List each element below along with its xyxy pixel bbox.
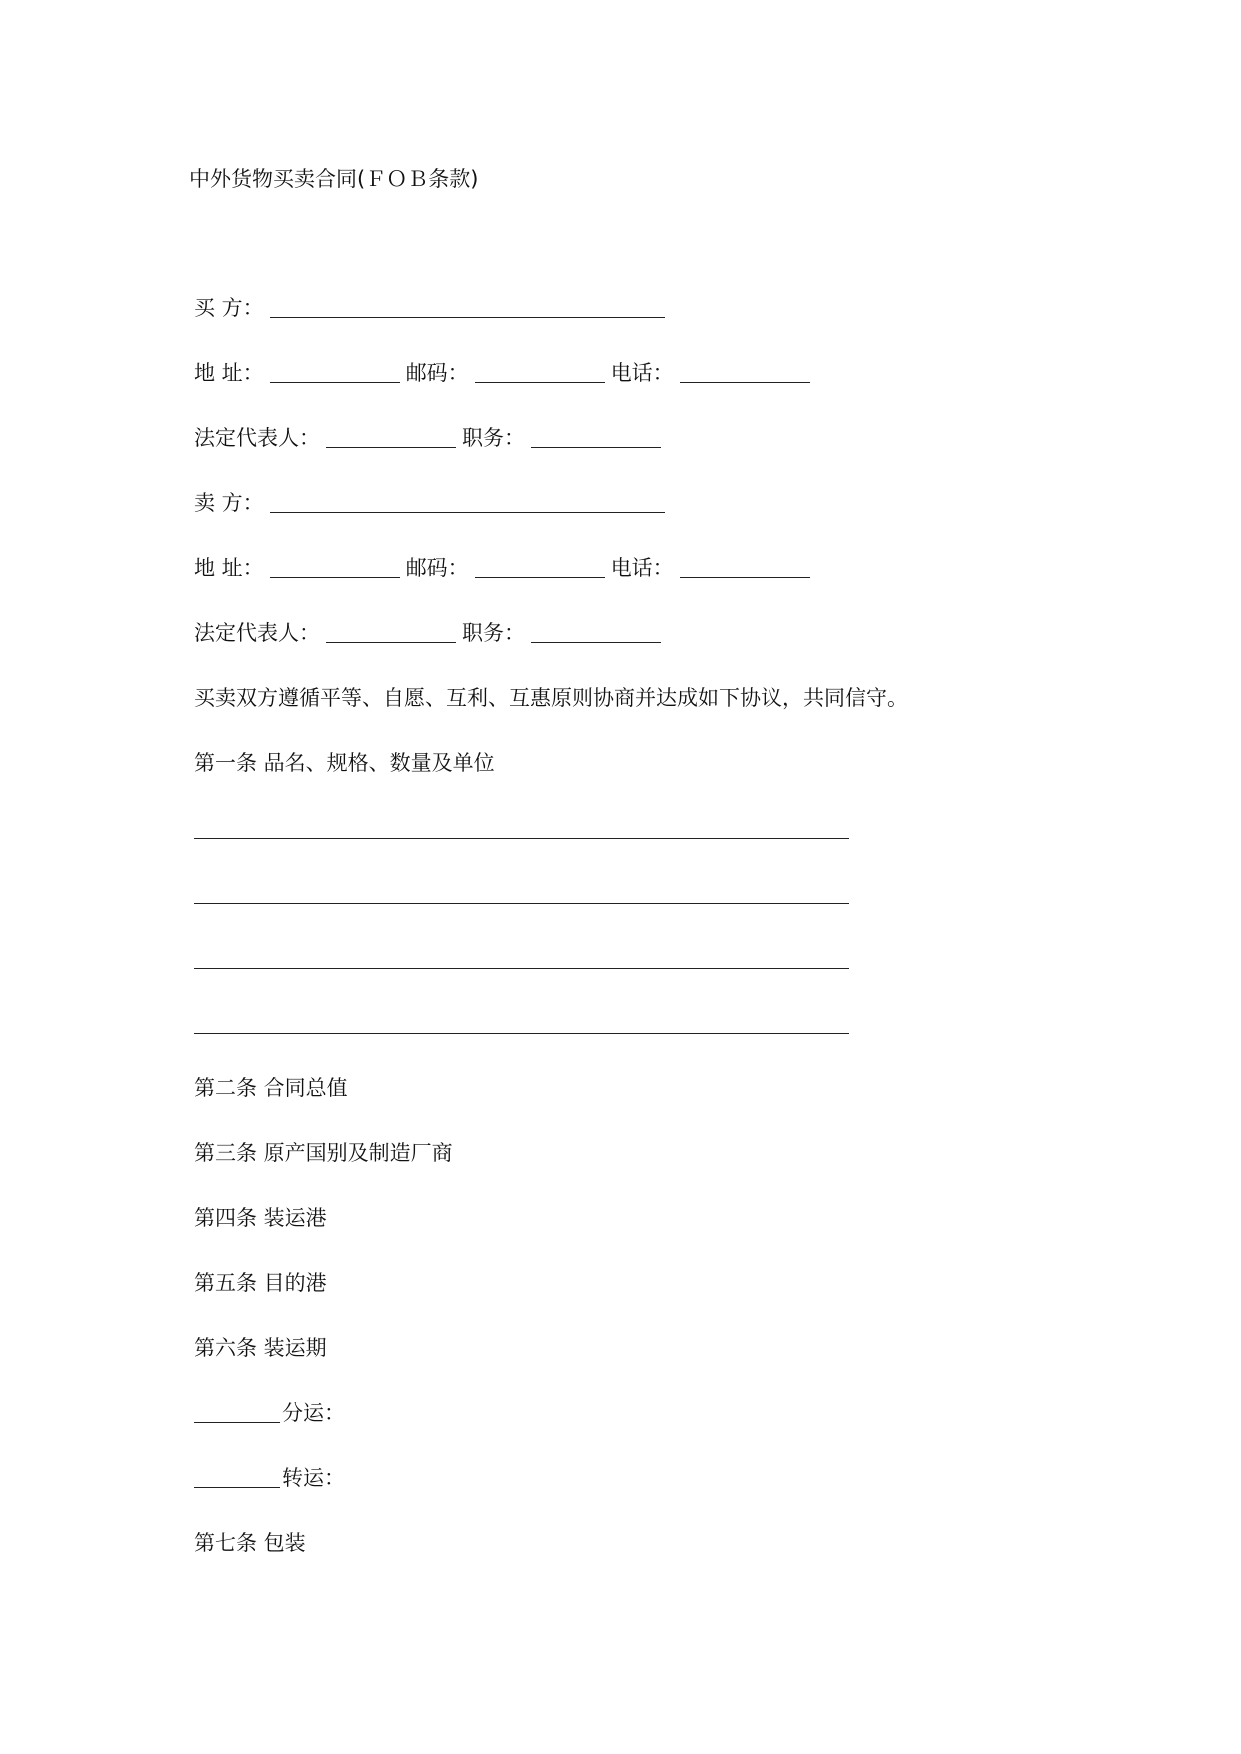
buyer-phone-label: 电话： bbox=[610, 361, 674, 385]
article-1-blank-line-4[interactable] bbox=[194, 1033, 849, 1034]
seller-position-label: 职务： bbox=[462, 621, 525, 645]
buyer-postcode-label: 邮码： bbox=[405, 361, 469, 385]
seller-address-label: 地 址： bbox=[194, 556, 264, 580]
article-7-heading: 第七条 包装 bbox=[194, 1531, 306, 1555]
seller-legal-rep-row bbox=[194, 618, 667, 648]
article-1-blank-line-3[interactable] bbox=[194, 968, 849, 969]
seller-phone-label: 电话： bbox=[610, 556, 674, 580]
partial-shipment-row bbox=[194, 1398, 345, 1428]
seller-address-row bbox=[194, 553, 816, 583]
buyer-legal-rep-field[interactable] bbox=[326, 425, 456, 448]
seller-legal-rep-field[interactable] bbox=[326, 620, 456, 643]
preamble: 买卖双方遵循平等、自愿、互利、互惠原则协商并达成如下协议，共同信守。 bbox=[194, 686, 908, 710]
buyer-phone-field[interactable] bbox=[680, 360, 810, 383]
article-5-heading: 第五条 目的港 bbox=[194, 1271, 327, 1295]
article-1-blank-line-2[interactable] bbox=[194, 903, 849, 904]
article-3-heading: 第三条 原产国别及制造厂商 bbox=[194, 1141, 453, 1165]
buyer-position-label: 职务： bbox=[462, 426, 525, 450]
buyer-position-field[interactable] bbox=[531, 425, 661, 448]
buyer-legal-rep-row bbox=[194, 423, 667, 453]
buyer-label: 买 方： bbox=[194, 296, 264, 320]
seller-name-field[interactable] bbox=[270, 490, 665, 513]
seller-address-field[interactable] bbox=[270, 555, 400, 578]
seller-label: 卖 方： bbox=[194, 491, 264, 515]
article-1-heading: 第一条 品名、规格、数量及单位 bbox=[194, 751, 495, 775]
seller-postcode-field[interactable] bbox=[475, 555, 605, 578]
buyer-address-field[interactable] bbox=[270, 360, 400, 383]
document-title: 中外货物买卖合同(ＦＯＢ条款) bbox=[189, 167, 479, 191]
buyer-address-label: 地 址： bbox=[194, 361, 264, 385]
transshipment-field[interactable] bbox=[194, 1465, 280, 1488]
seller-postcode-label: 邮码： bbox=[405, 556, 469, 580]
article-6-heading: 第六条 装运期 bbox=[194, 1336, 327, 1360]
article-4-heading: 第四条 装运港 bbox=[194, 1206, 327, 1230]
seller-legal-rep-label: 法定代表人： bbox=[194, 621, 320, 645]
buyer-address-row bbox=[194, 358, 816, 388]
buyer-postcode-field[interactable] bbox=[475, 360, 605, 383]
transshipment-row bbox=[194, 1463, 345, 1493]
partial-shipment-label: 分运： bbox=[282, 1401, 345, 1425]
transshipment-label: 转运： bbox=[282, 1466, 345, 1490]
seller-position-field[interactable] bbox=[531, 620, 661, 643]
article-2-heading: 第二条 合同总值 bbox=[194, 1076, 348, 1100]
seller-phone-field[interactable] bbox=[680, 555, 810, 578]
partial-shipment-field[interactable] bbox=[194, 1400, 280, 1423]
buyer-legal-rep-label: 法定代表人： bbox=[194, 426, 320, 450]
article-1-blank-line-1[interactable] bbox=[194, 838, 849, 839]
buyer-name-field[interactable] bbox=[270, 295, 665, 318]
buyer-row bbox=[194, 293, 671, 323]
seller-row bbox=[194, 488, 671, 518]
